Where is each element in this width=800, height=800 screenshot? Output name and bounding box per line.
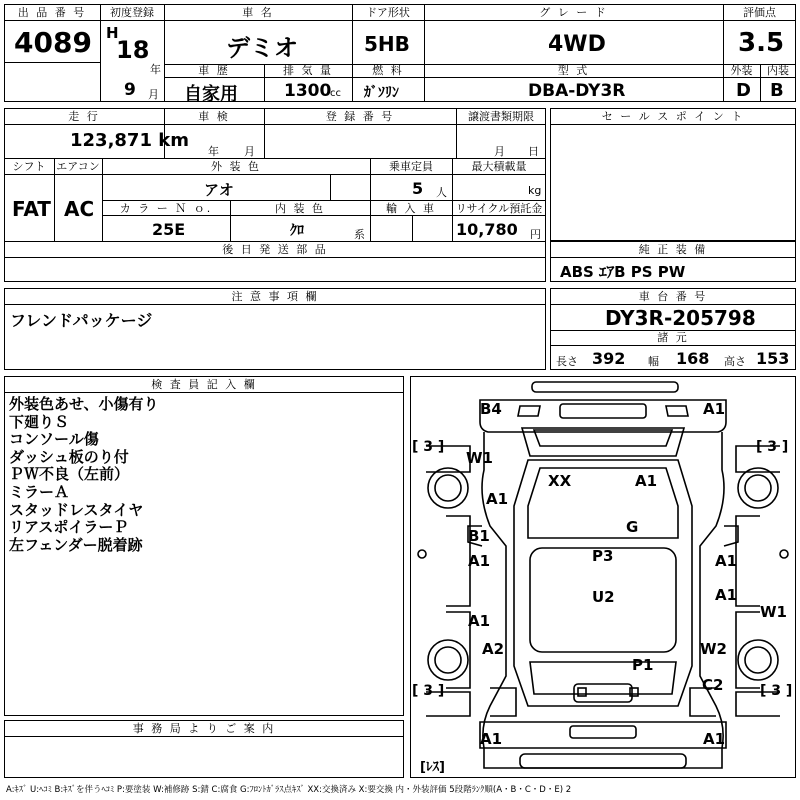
history: 自家用 (184, 84, 238, 105)
lot-number-label: 出 品 番 号 (17, 6, 87, 19)
interior-color-label: 内 装 色 (275, 202, 325, 215)
width: 168 (676, 349, 710, 368)
interior-color-unit: 系 (354, 228, 365, 241)
car-name: デミオ (226, 34, 298, 62)
model-code: DBA-DY3R (528, 81, 626, 101)
shift: FAT (12, 197, 51, 221)
inspector-note: 下廻りＳ (9, 412, 70, 431)
displacement: 1300 (284, 81, 332, 101)
inspector-label: 検 査 員 記 入 欄 (151, 378, 257, 391)
door-type-label: ドア形状 (366, 6, 410, 19)
inspection-label: 車 検 (198, 110, 230, 123)
inspector-notes (9, 396, 159, 554)
history-label: 車 歴 (198, 64, 230, 77)
interior-grade-label: 内装 (767, 64, 789, 77)
transfer-month-unit: 月 (494, 145, 505, 158)
exterior-color-label: 外 装 色 (211, 160, 261, 173)
damage-mark: B1 (468, 527, 490, 545)
later-parts-label: 後 日 発 送 部 品 (222, 243, 328, 256)
fuel-label: 燃 料 (372, 64, 404, 77)
inspector-note: ＰＷ不良（左前） (9, 465, 130, 484)
car-name-label: 車 名 (242, 6, 274, 19)
color-number-label: カ ラ ー Ｎ ｏ. (119, 202, 213, 215)
aircon-label: エアコン (56, 160, 100, 173)
exterior-grade-label: 外装 (730, 64, 753, 77)
chassis-number: DY3R-205798 (605, 306, 756, 330)
office-notice-label: 事 務 局 よ り ご 案 内 (132, 722, 276, 735)
sales-point-label: セ ー ル ス ポ イ ン ト (601, 110, 745, 123)
displacement-label: 排 気 量 (283, 64, 333, 77)
mileage: 123,871 km (70, 130, 189, 151)
width-label: 幅 (648, 355, 659, 368)
genuine-equipment: ABS ｴｱB PS PW (560, 263, 686, 281)
inspector-note: 左フェンダー脱着跡 (9, 535, 143, 554)
registration-month: 9 (124, 80, 136, 100)
damage-mark: A1 (703, 400, 726, 418)
car-diagram-svg (410, 376, 796, 778)
exterior-color: アオ (204, 181, 234, 199)
tire-tread-rear-right: [ 3 ] (760, 683, 793, 699)
grade-label: グ レ ー ド (539, 6, 608, 19)
aircon: AC (64, 197, 95, 221)
color-number: 25E (152, 220, 186, 239)
inspector-note: ダッシュ板のり付 (9, 447, 129, 466)
registration-number-label: 登 録 番 号 (325, 110, 395, 123)
specs-label: 諸 元 (657, 331, 689, 344)
transfer-day-unit: 日 (528, 145, 539, 158)
interior-color: ｸﾛ (290, 223, 304, 239)
interior-grade: B (770, 80, 784, 101)
damage-mark: A1 (703, 730, 726, 748)
grade: 4WD (548, 32, 606, 57)
tire-tread-front-left: [ 3 ] (412, 439, 445, 455)
length-label: 長さ (556, 355, 578, 368)
inspection-year-unit: 年 (208, 145, 219, 158)
damage-mark: A1 (715, 586, 738, 604)
damage-mark: P3 (592, 547, 614, 565)
score: 3.5 (738, 28, 785, 58)
recycle-fee: 10,780 (456, 220, 518, 239)
tire-tread-front-right: [ 3 ] (756, 439, 789, 455)
caution-label: 注 意 事 項 欄 (231, 290, 319, 303)
damage-mark: G (626, 518, 639, 536)
displacement-unit: cc (330, 88, 341, 99)
recycle-fee-label: リサイクル預託金 (455, 202, 543, 215)
capacity-label: 乗車定員 (389, 160, 433, 173)
exterior-grade: D (736, 80, 751, 101)
spare-tire: [ﾚｽ] (420, 760, 445, 775)
tire-tread-rear-left: [ 3 ] (412, 683, 445, 699)
import-label: 輸 入 車 (386, 202, 436, 215)
inspector-note: リアスポイラーＰ (9, 518, 129, 537)
max-load-unit: kg (528, 184, 542, 197)
damage-mark: W1 (760, 603, 787, 621)
damage-mark: B4 (480, 400, 502, 418)
legend: A:ｷｽﾞ U:ﾍｺﾐ B:ｷｽﾞを伴うﾍｺﾐ P:要塗装 W:補修跡 S:錆 C:腐食 G:ﾌﾛﾝﾄｶﾞﾗｽ点ｷｽﾞ XX:交換済み X:要交換 内・外装評価 5段階ﾗﾝｸ順(A・B・C・D・E) 2 (6, 785, 572, 795)
inspector-note: ミラーＡ (9, 482, 70, 501)
damage-mark: A1 (480, 730, 503, 748)
score-label: 評価点 (743, 6, 776, 19)
caution-notes: フレンドパッケージ (10, 311, 153, 330)
damage-mark: A1 (486, 490, 509, 508)
damage-mark: A2 (482, 640, 505, 658)
door-type: 5HB (364, 32, 410, 56)
capacity-unit: 人 (436, 186, 447, 199)
inspection-month-unit: 月 (244, 145, 255, 158)
inspector-note: コンソール傷 (9, 430, 99, 449)
max-load-label: 最大積載量 (471, 160, 527, 173)
inspector-note: スタッドレスタイヤ (9, 500, 144, 519)
damage-mark: U2 (592, 588, 615, 606)
year-unit: 年 (150, 63, 161, 76)
fuel: ｶﾞｿﾘﾝ (364, 85, 399, 101)
chassis-number-label: 車 台 番 号 (638, 290, 708, 303)
lot-number: 4089 (14, 26, 92, 59)
recycle-fee-unit: 円 (530, 228, 541, 241)
model-code-label: 型 式 (557, 64, 590, 77)
registration-year: 18 (116, 36, 150, 64)
damage-mark: P1 (632, 656, 654, 674)
length: 392 (592, 349, 626, 368)
sales-point-section (550, 108, 796, 241)
height-label: 高さ (724, 355, 746, 368)
height: 153 (756, 349, 790, 368)
month-unit: 月 (148, 88, 159, 101)
era: H (106, 24, 119, 42)
first-registration-label: 初度登録 (110, 6, 154, 19)
capacity: 5 (412, 179, 424, 198)
damage-mark: A1 (468, 612, 491, 630)
damage-mark: W2 (700, 640, 727, 658)
damage-mark: XX (548, 472, 572, 490)
shift-label: シフト (12, 160, 46, 173)
genuine-equipment-label: 純 正 装 備 (638, 243, 708, 256)
mileage-label: 走 行 (68, 110, 100, 123)
inspector-note: 外装色あせ、小傷有り (9, 395, 159, 413)
transfer-deadline-label: 譲渡書類期限 (468, 110, 534, 123)
damage-mark: A1 (635, 472, 658, 490)
damage-mark: A1 (715, 552, 738, 570)
damage-mark: C2 (702, 676, 724, 694)
damage-mark: A1 (468, 552, 491, 570)
damage-mark: W1 (466, 449, 493, 467)
